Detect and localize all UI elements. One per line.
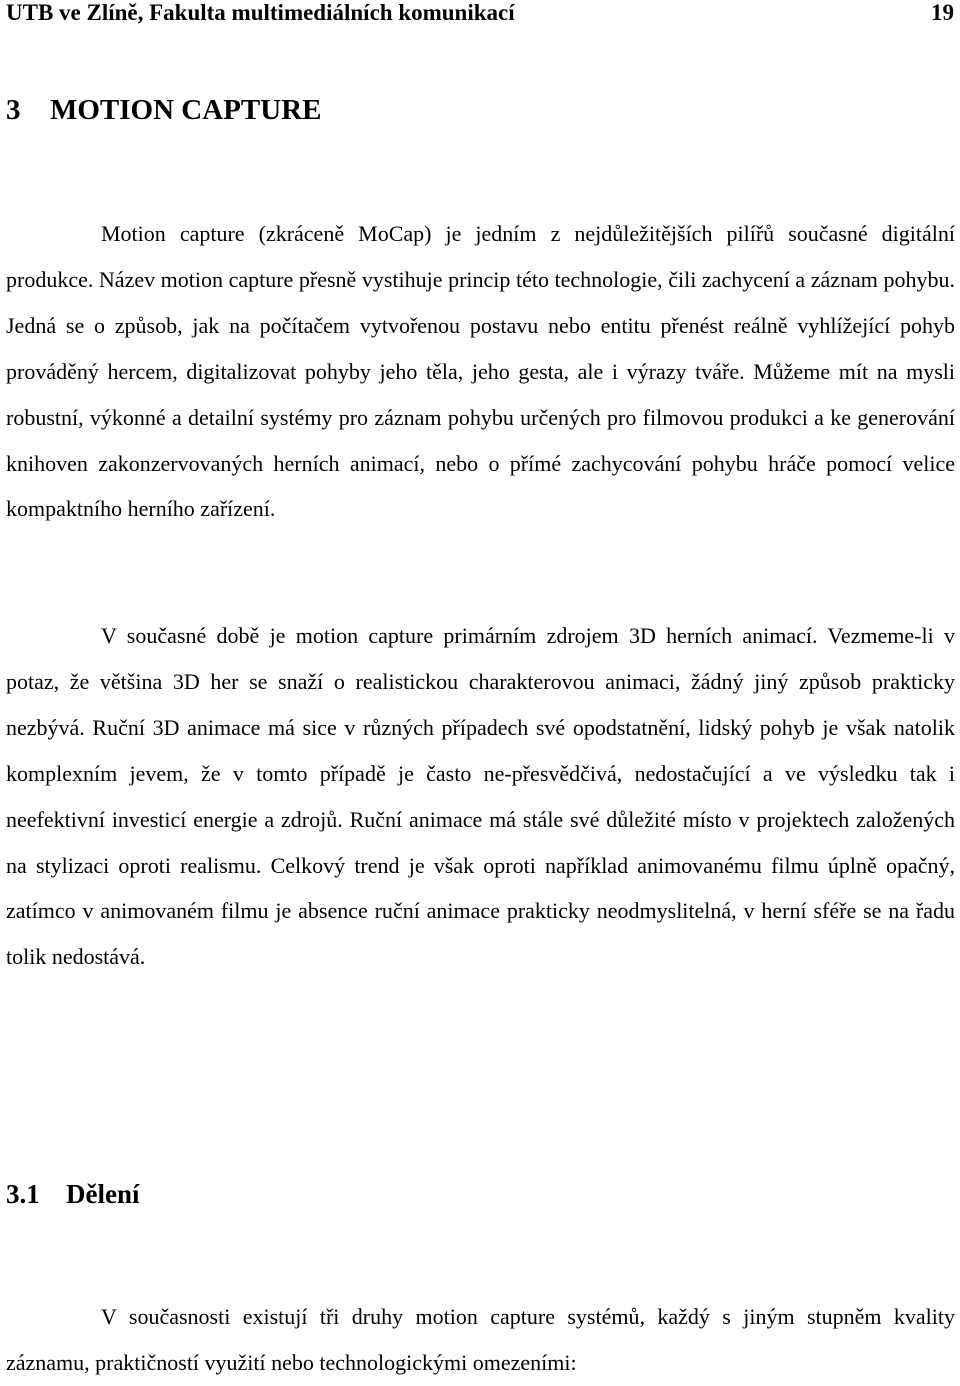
section-title: Dělení	[66, 1179, 140, 1209]
section-number: 3.1	[6, 1179, 40, 1209]
body-paragraph: Motion capture (zkráceně MoCap) je jedním z nejdůležitějších pilířů současné digitální produkce. Název motion capture přesně vystihuje princip této technologie, čili zachycení a záznam pohybu. Jedná se o způsob, jak na počítačem vytvořenou postavu nebo entitu přenést reálně vyhlížející pohyb prováděný hercem, digitalizovat pohyby jeho těla, jeho gesta, ale i výrazy tváře. Můžeme mít na mysli robustní, výkonné a detailní systémy pro záznam pohybu určených pro filmovou produkci a ke generování knihoven zakonzervovaných herních animací, nebo o přímé zachycování pohybu hráče pomocí velice kompaktního herního zařízení.	[6, 221, 955, 522]
header-title: UTB ve Zlíně, Fakulta multimediálních komunikací	[6, 0, 515, 25]
chapter-title: MOTION CAPTURE	[50, 94, 322, 126]
running-header	[6, 0, 954, 28]
body-paragraph: V současné době je motion capture primárním zdrojem 3D herních animací. Vezmeme-li v potaz, že většina 3D her se snaží o realistickou charakterovou animaci, žádný jiný způsob prakticky nezbývá. Ruční 3D animace má sice v různých případech své opodstatnění, lidský pohyb je však natolik komplexním jevem, že v tomto případě je často ne-přesvědčivá, nedostačující a ve výsledku tak i neefektivní investicí energie a zdrojů. Ruční animace má stále své důležité místo v projektech založených na stylizaci oproti realismu. Celkový trend je však oproti například animovanému filmu úplně opačný, zatímco v animovaném filmu je absence ruční animace prakticky neodmyslitelná, v herní sféře se na řadu tolik nedostává.	[6, 623, 955, 970]
body-paragraph: V současnosti existují tři druhy motion capture systémů, každý s jiným stupněm kvality záznamu, praktičností využití nebo technologickými omezeními:	[6, 1304, 955, 1375]
chapter-heading	[6, 92, 321, 128]
section-heading	[6, 1176, 140, 1212]
page-number: 19	[931, 0, 954, 25]
chapter-number: 3	[6, 94, 21, 126]
